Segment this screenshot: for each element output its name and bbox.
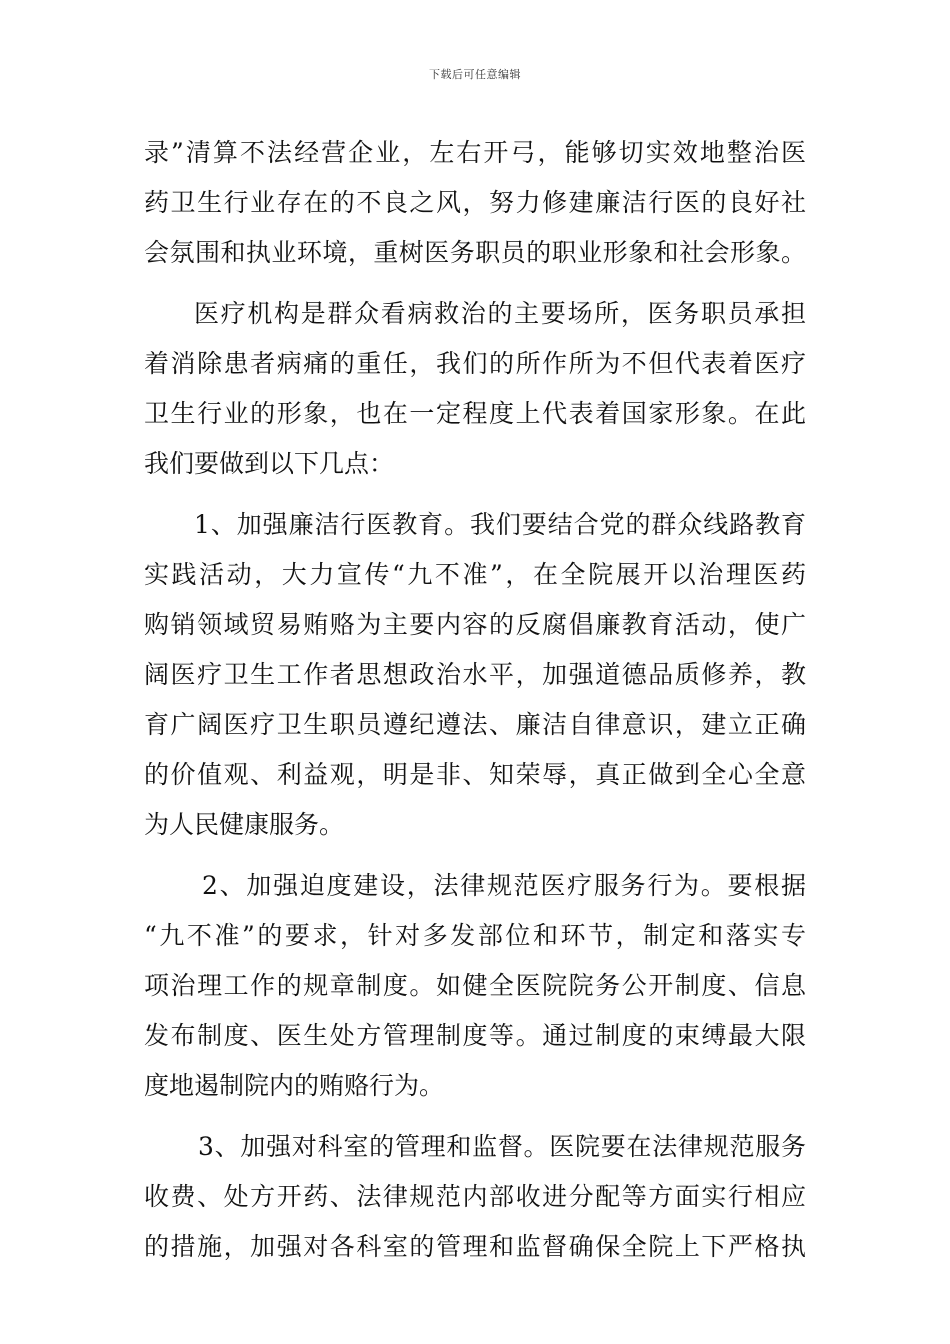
paragraph-line: 着消除患者病痛的重任，我们的所作所为不但代表着医疗 [144,349,806,378]
paragraph-line: 育广阔医疗卫生职员遵纪遵法、廉洁自律意识，建立正确 [144,710,806,739]
paragraph-line: 我们要做到以下几点： [144,449,395,478]
paragraph-line: 2、加强迫度建设，法律规范医疗服务行为。要根据 [202,871,806,900]
paragraph-line: 度地遏制院内的贿赂行为。 [144,1071,445,1100]
paragraph-line: “九不准”的要求，针对多发部位和环节，制定和落实专 [144,921,806,950]
paragraph-line: 3、加强对科室的管理和监督。医院要在法律规范服务 [198,1132,806,1161]
page-header: 下载后可任意编辑 [429,68,521,81]
document-body [144,128,806,1272]
paragraph-line: 1、加强廉洁行医教育。我们要结合党的群众线路教育 [194,510,806,539]
paragraph-line: 的价值观、利益观，明是非、知荣辱，真正做到全心全意 [144,760,806,789]
paragraph-line: 发布制度、医生处方管理制度等。通过制度的束缚最大限 [144,1021,806,1050]
paragraph-line: 实践活动，大力宣传“九不准”，在全院展开以治理医药 [144,560,806,589]
paragraph-4 [144,861,806,1111]
paragraph-line: 会氛围和执业环境，重树医务职员的职业形象和社会形象。 [144,238,806,267]
paragraph-line: 录”清算不法经营企业，左右开弓，能够切实效地整治医 [144,138,806,167]
paragraph-2 [144,289,806,489]
paragraph-line: 的措施，加强对各科室的管理和监督确保全院上下严格执 [144,1232,806,1261]
paragraph-1 [144,128,806,278]
paragraph-line: 为人民健康服务。 [144,810,345,839]
paragraph-3 [144,500,806,850]
paragraph-5 [144,1122,806,1272]
paragraph-line: 阔医疗卫生工作者思想政治水平，加强道德品质修养，教 [144,660,806,689]
paragraph-line: 收费、处方开药、法律规范内部收进分配等方面实行相应 [144,1182,806,1211]
paragraph-line: 医疗机构是群众看病救治的主要场所，医务职员承担 [194,299,806,328]
paragraph-line: 卫生行业的形象，也在一定程度上代表着国家形象。在此 [144,399,806,428]
paragraph-line: 药卫生行业存在的不良之风，努力修建廉洁行医的良好社 [144,188,806,217]
paragraph-line: 购销领域贸易贿赂为主要内容的反腐倡廉教育活动，使广 [144,610,806,639]
paragraph-line: 项治理工作的规章制度。如健全医院院务公开制度、信息 [144,971,806,1000]
